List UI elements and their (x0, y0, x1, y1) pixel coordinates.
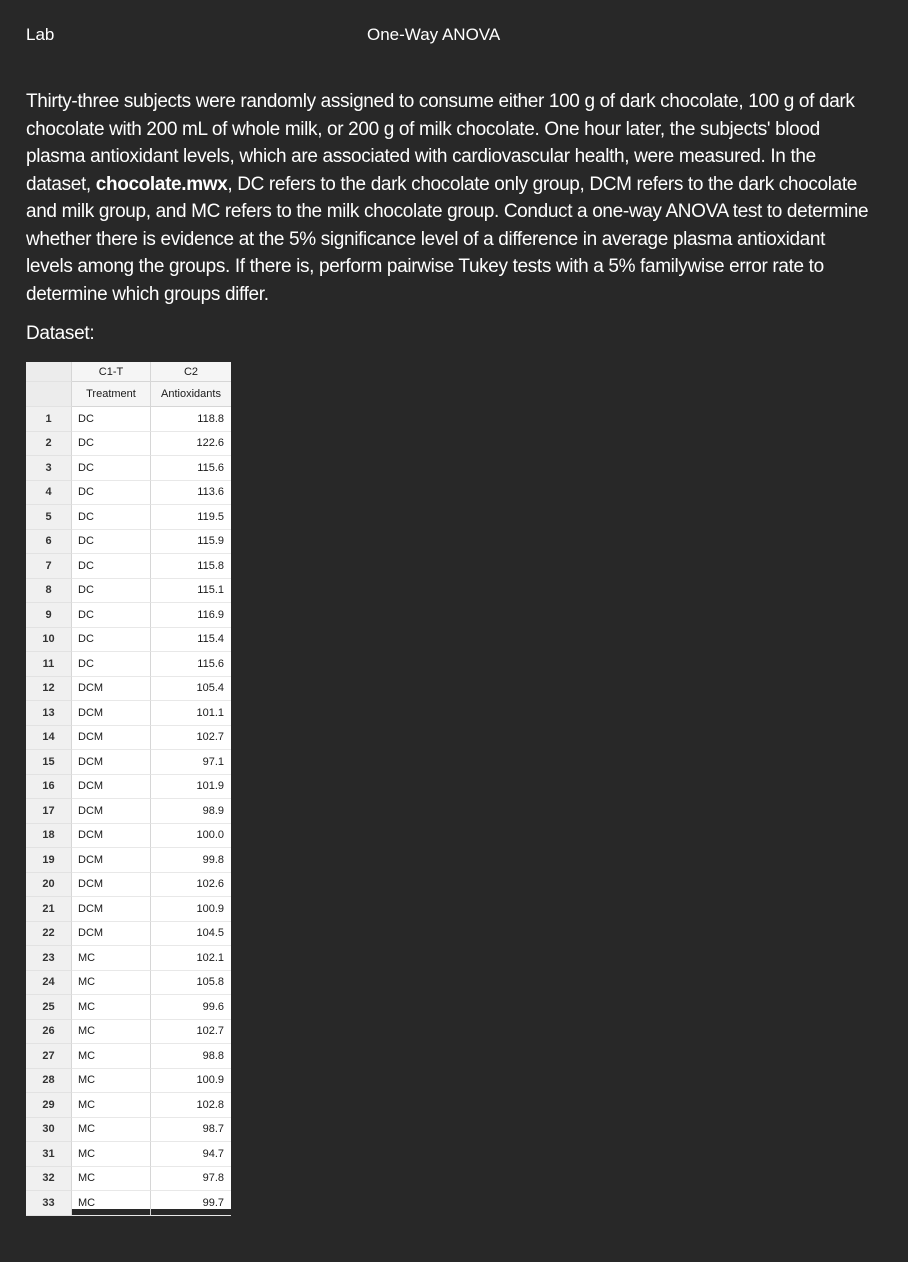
antioxidants-cell[interactable]: 101.1 (151, 701, 231, 726)
antioxidants-cell[interactable]: 105.4 (151, 677, 231, 702)
antioxidants-cell[interactable]: 115.9 (151, 530, 231, 555)
table-row (26, 1118, 231, 1143)
table-row (26, 554, 231, 579)
table-row (26, 530, 231, 555)
antioxidants-cell[interactable]: 100.9 (151, 1069, 231, 1094)
table-row (26, 824, 231, 849)
row-number[interactable]: 4 (26, 481, 72, 506)
treatment-cell[interactable]: MC (72, 1118, 151, 1143)
treatment-cell[interactable]: DC (72, 407, 151, 432)
antioxidants-cell[interactable]: 115.6 (151, 456, 231, 481)
antioxidants-cell[interactable]: 102.7 (151, 726, 231, 751)
treatment-cell[interactable]: DC (72, 456, 151, 481)
row-number[interactable]: 20 (26, 873, 72, 898)
worksheet-table (26, 362, 231, 1209)
table-row (26, 1069, 231, 1094)
treatment-cell[interactable]: DC (72, 432, 151, 457)
table-row (26, 481, 231, 506)
antioxidants-cell[interactable]: 102.6 (151, 873, 231, 898)
column-id-c1[interactable]: C1-T (72, 362, 151, 382)
row-number[interactable]: 21 (26, 897, 72, 922)
antioxidants-cell[interactable]: 102.8 (151, 1093, 231, 1118)
column-name-treatment[interactable]: Treatment (72, 382, 151, 407)
row-number[interactable]: 24 (26, 971, 72, 996)
treatment-cell[interactable]: MC (72, 1191, 151, 1216)
treatment-cell[interactable]: DCM (72, 873, 151, 898)
table-row (26, 1044, 231, 1069)
row-number[interactable]: 2 (26, 432, 72, 457)
antioxidants-cell[interactable]: 97.1 (151, 750, 231, 775)
data-rows (26, 407, 231, 1216)
antioxidants-cell[interactable]: 119.5 (151, 505, 231, 530)
row-number[interactable]: 32 (26, 1167, 72, 1192)
row-number[interactable]: 3 (26, 456, 72, 481)
column-id-row (26, 362, 231, 382)
column-name-antioxidants[interactable]: Antioxidants (151, 382, 231, 407)
treatment-cell[interactable]: MC (72, 1020, 151, 1045)
row-number[interactable]: 6 (26, 530, 72, 555)
row-number[interactable]: 9 (26, 603, 72, 628)
table-row (26, 799, 231, 824)
column-id-c2[interactable]: C2 (151, 362, 231, 382)
treatment-cell[interactable]: DCM (72, 897, 151, 922)
table-row (26, 652, 231, 677)
row-number[interactable]: 18 (26, 824, 72, 849)
antioxidants-cell[interactable]: 105.8 (151, 971, 231, 996)
row-number[interactable]: 33 (26, 1191, 72, 1216)
table-row (26, 628, 231, 653)
antioxidants-cell[interactable]: 115.1 (151, 579, 231, 604)
antioxidants-cell[interactable]: 99.6 (151, 995, 231, 1020)
treatment-cell[interactable]: DC (72, 505, 151, 530)
antioxidants-cell[interactable]: 100.0 (151, 824, 231, 849)
table-row (26, 1191, 231, 1216)
row-number[interactable]: 17 (26, 799, 72, 824)
problem-text-start: Thirty-three subjects were randomly assigned to consume either 100 g of dark chocolate, 100 g of dark chocolate with 200 mL of whole milk, or 200 g of milk chocolate. One hour later, the subjects' blood plasma antioxidant levels, which are associated with cardiovascular health, were measured. In the dataset, (26, 91, 855, 195)
treatment-cell[interactable]: DCM (72, 824, 151, 849)
row-number[interactable]: 7 (26, 554, 72, 579)
treatment-cell[interactable]: DCM (72, 775, 151, 800)
table-row (26, 873, 231, 898)
row-number[interactable]: 27 (26, 1044, 72, 1069)
antioxidants-cell[interactable]: 99.8 (151, 848, 231, 873)
table-row (26, 1142, 231, 1167)
row-number[interactable]: 16 (26, 775, 72, 800)
table-row (26, 505, 231, 530)
corner-cell (26, 362, 72, 382)
antioxidants-cell[interactable]: 115.6 (151, 652, 231, 677)
row-number[interactable]: 22 (26, 922, 72, 947)
treatment-cell[interactable]: DC (72, 530, 151, 555)
table-row (26, 1093, 231, 1118)
antioxidants-cell[interactable]: 101.9 (151, 775, 231, 800)
treatment-cell[interactable]: DCM (72, 799, 151, 824)
table-row (26, 1020, 231, 1045)
row-number[interactable]: 15 (26, 750, 72, 775)
table-row (26, 775, 231, 800)
table-row (26, 456, 231, 481)
antioxidants-cell[interactable]: 118.8 (151, 407, 231, 432)
table-row (26, 603, 231, 628)
table-row (26, 432, 231, 457)
column-name-row (26, 382, 231, 407)
row-number[interactable]: 5 (26, 505, 72, 530)
treatment-cell[interactable]: DC (72, 579, 151, 604)
row-number[interactable]: 30 (26, 1118, 72, 1143)
problem-text-end: , DC refers to the dark chocolate only group, DCM refers to the dark chocolate and milk group, and MC refers to the milk chocolate group. Conduct a one-way ANOVA test to determine whether there is evidence at the 5% significance level of a difference in average plasma antioxidant levels among the groups. If there is, perform pairwise Tukey tests with a 5% familywise error rate to determine which groups differ. (26, 173, 869, 305)
treatment-cell[interactable]: DCM (72, 726, 151, 751)
page-title: One-Way ANOVA (367, 25, 501, 44)
table-row (26, 701, 231, 726)
antioxidants-cell[interactable]: 100.9 (151, 897, 231, 922)
table-row (26, 579, 231, 604)
antioxidants-cell[interactable]: 99.7 (151, 1191, 231, 1216)
row-number[interactable]: 10 (26, 628, 72, 653)
antioxidants-cell[interactable]: 104.5 (151, 922, 231, 947)
row-number[interactable]: 14 (26, 726, 72, 751)
antioxidants-cell[interactable]: 102.7 (151, 1020, 231, 1045)
treatment-cell[interactable]: MC (72, 946, 151, 971)
row-number[interactable]: 29 (26, 1093, 72, 1118)
antioxidants-cell[interactable]: 102.1 (151, 946, 231, 971)
antioxidants-cell[interactable]: 115.8 (151, 554, 231, 579)
treatment-cell[interactable]: DC (72, 652, 151, 677)
table-row (26, 848, 231, 873)
dataset-filename: chocolate.mwx (95, 173, 228, 195)
dataset-label: Dataset: (26, 323, 95, 344)
treatment-cell[interactable]: MC (72, 1093, 151, 1118)
table-row (26, 407, 231, 432)
table-row (26, 946, 231, 971)
treatment-cell[interactable]: MC (72, 1167, 151, 1192)
corner-cell (26, 382, 72, 407)
row-number[interactable]: 12 (26, 677, 72, 702)
table-row (26, 726, 231, 751)
row-number[interactable]: 28 (26, 1069, 72, 1094)
row-number[interactable]: 25 (26, 995, 72, 1020)
antioxidants-cell[interactable]: 94.7 (151, 1142, 231, 1167)
antioxidants-cell[interactable]: 122.6 (151, 432, 231, 457)
treatment-cell[interactable]: DCM (72, 701, 151, 726)
treatment-cell[interactable]: DCM (72, 922, 151, 947)
row-number[interactable]: 31 (26, 1142, 72, 1167)
treatment-cell[interactable]: MC (72, 1044, 151, 1069)
row-number[interactable]: 1 (26, 407, 72, 432)
row-number[interactable]: 23 (26, 946, 72, 971)
treatment-cell[interactable]: DC (72, 628, 151, 653)
lab-label: Lab (26, 25, 55, 44)
antioxidants-cell[interactable]: 98.8 (151, 1044, 231, 1069)
table-row (26, 897, 231, 922)
row-number[interactable]: 26 (26, 1020, 72, 1045)
table-row (26, 922, 231, 947)
treatment-cell[interactable]: DCM (72, 677, 151, 702)
treatment-cell[interactable]: DC (72, 554, 151, 579)
treatment-cell[interactable]: MC (72, 1142, 151, 1167)
treatment-cell[interactable]: MC (72, 995, 151, 1020)
antioxidants-cell[interactable]: 98.9 (151, 799, 231, 824)
treatment-cell[interactable]: DC (72, 481, 151, 506)
table-row (26, 971, 231, 996)
treatment-cell[interactable]: DC (72, 603, 151, 628)
row-number[interactable]: 11 (26, 652, 72, 677)
table-row (26, 750, 231, 775)
antioxidants-cell[interactable]: 115.4 (151, 628, 231, 653)
row-number[interactable]: 19 (26, 848, 72, 873)
table-row (26, 677, 231, 702)
row-number[interactable]: 13 (26, 701, 72, 726)
treatment-cell[interactable]: MC (72, 1069, 151, 1094)
antioxidants-cell[interactable]: 113.6 (151, 481, 231, 506)
table-row (26, 995, 231, 1020)
antioxidants-cell[interactable]: 98.7 (151, 1118, 231, 1143)
problem-statement (26, 88, 876, 308)
table-row (26, 1167, 231, 1192)
treatment-cell[interactable]: DCM (72, 848, 151, 873)
antioxidants-cell[interactable]: 116.9 (151, 603, 231, 628)
antioxidants-cell[interactable]: 97.8 (151, 1167, 231, 1192)
treatment-cell[interactable]: MC (72, 971, 151, 996)
treatment-cell[interactable]: DCM (72, 750, 151, 775)
row-number[interactable]: 8 (26, 579, 72, 604)
